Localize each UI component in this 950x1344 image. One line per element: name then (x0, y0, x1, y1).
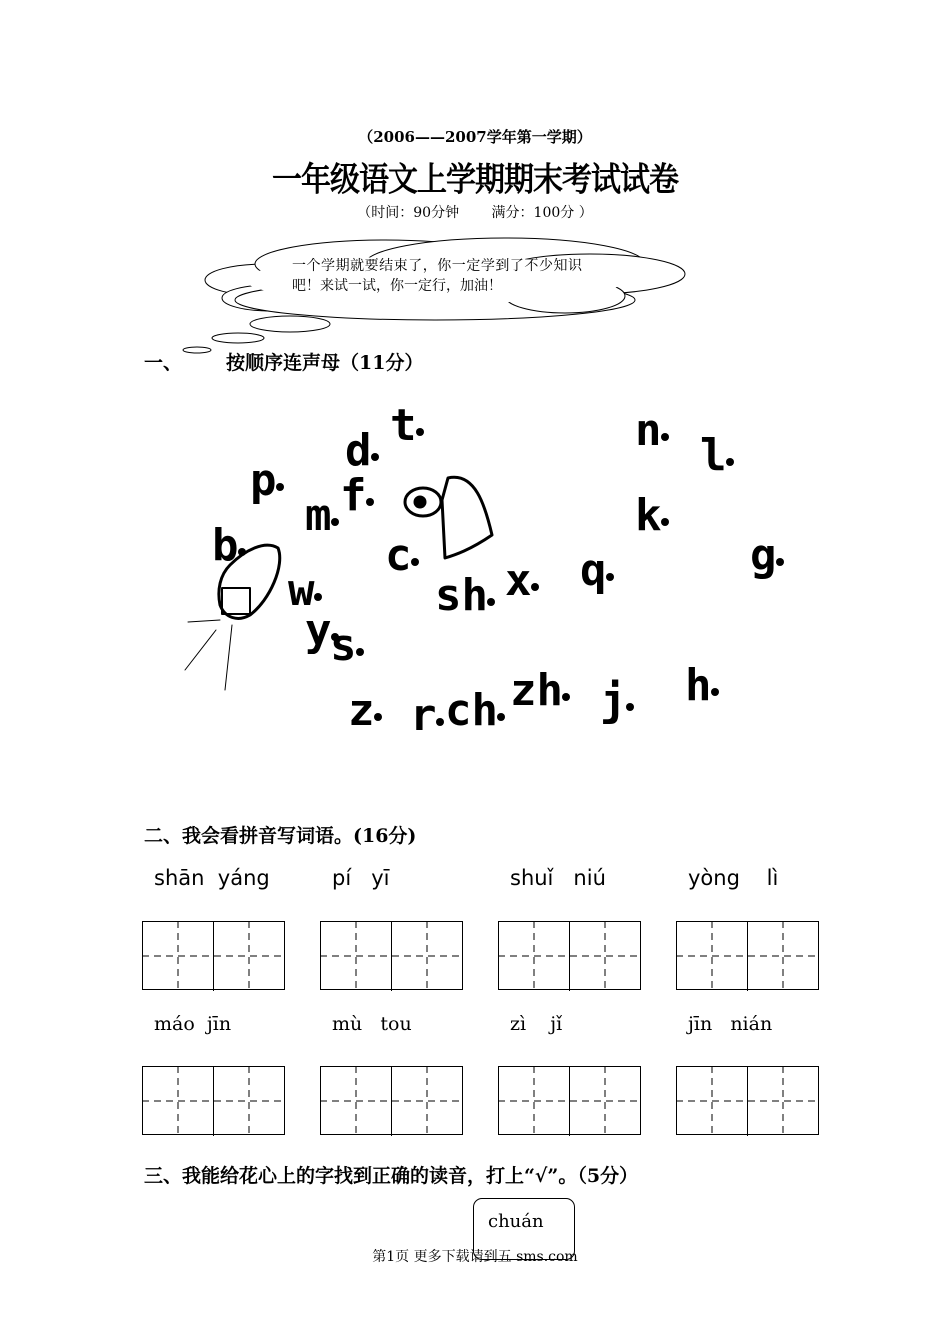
pinyin-word: pí yī (332, 866, 390, 890)
pinyin-word: mù tou (332, 1013, 412, 1035)
pinyin-word: máo jīn (154, 1013, 232, 1035)
tian-grid-box[interactable] (676, 1066, 820, 1136)
tian-grid-box[interactable] (142, 921, 286, 991)
connect-dot (411, 558, 419, 566)
connect-dot (436, 718, 444, 726)
cloud-message: 一个学期就要结束了，你一定学到了不少知识吧！来试一试，你一定行，加油！ (292, 258, 582, 294)
tian-grid-box[interactable] (676, 921, 820, 991)
section-1-title: 按顺序连声母（11分） (226, 352, 424, 374)
letter-g: g (750, 530, 777, 581)
letter-k: k (635, 490, 662, 541)
letter-sh: sh (435, 570, 488, 621)
tian-grid-box[interactable] (320, 921, 464, 991)
connect-dot (238, 548, 246, 556)
pinyin-word: jīn nián (688, 1013, 773, 1035)
pinyin-word: shān yáng (154, 866, 270, 890)
connect-dot (331, 518, 339, 526)
page-title: 一年级语文上学期期末考试试卷 (272, 160, 678, 200)
school-year: （2006——2007学年第一学期） (358, 128, 592, 146)
connect-dot (531, 583, 539, 591)
connect-dot (276, 483, 284, 491)
section-1-number: 一、 (144, 352, 183, 374)
connect-dot (314, 593, 322, 601)
page-footer: 第1页 更多下载请到五 sms.com (372, 1249, 578, 1265)
section-2-heading: 二、我会看拼音写词语。(16分) (144, 825, 417, 847)
connect-dot (374, 713, 382, 721)
connect-dot (661, 518, 669, 526)
connect-dot (661, 433, 669, 441)
letter-m: m (305, 490, 332, 541)
letter-c: c (385, 530, 412, 581)
letter-p: p (250, 455, 277, 506)
letter-connect-picture (170, 400, 790, 760)
connect-dot (497, 713, 505, 721)
letter-s: s (330, 620, 357, 671)
letter-b: b (212, 520, 239, 571)
tian-grid-box[interactable] (498, 921, 642, 991)
letter-q: q (580, 545, 607, 596)
tian-grid-box[interactable] (320, 1066, 464, 1136)
letter-h: h (685, 660, 712, 711)
exam-time: （时间：90分钟 (357, 205, 460, 221)
connect-dot (626, 703, 634, 711)
letter-l: l (700, 430, 727, 481)
letter-j: j (600, 675, 627, 726)
exam-score: 满分：100分 ） (491, 205, 593, 221)
section-3-heading: 三、我能给花心上的字找到正确的读音，打上“√”。（5分） (144, 1165, 639, 1187)
letter-x: x (505, 555, 532, 606)
pinyin-word: shuǐ niú (510, 866, 606, 890)
letter-d: d (345, 425, 372, 476)
connect-dot (562, 693, 570, 701)
letter-ch: ch (445, 685, 498, 736)
letter-n: n (635, 405, 662, 456)
pinyin-word: yòng lì (688, 866, 779, 890)
tian-grid-box[interactable] (498, 1066, 642, 1136)
letter-y: y (305, 605, 332, 656)
connect-dot (726, 458, 734, 466)
connect-dot (356, 648, 364, 656)
letter-w: w (288, 565, 315, 616)
tian-grid-box[interactable] (142, 1066, 286, 1136)
letter-f: f (340, 470, 367, 521)
letter-zh: zh (510, 665, 563, 716)
letter-t: t (390, 400, 417, 451)
connect-dot (371, 453, 379, 461)
letter-r: r (410, 690, 437, 741)
section-1-heading (144, 348, 423, 375)
letter-z: z (348, 685, 375, 736)
connect-dot (606, 573, 614, 581)
pinyin-word: zì jǐ (510, 1013, 563, 1035)
connect-dot (487, 598, 495, 606)
connect-dot (366, 498, 374, 506)
eye-head-icon (442, 477, 492, 558)
petal-pinyin: chuán (488, 1211, 544, 1232)
connect-dot (776, 558, 784, 566)
exam-meta (0, 202, 950, 222)
connect-dot (416, 428, 424, 436)
connect-dot (711, 688, 719, 696)
